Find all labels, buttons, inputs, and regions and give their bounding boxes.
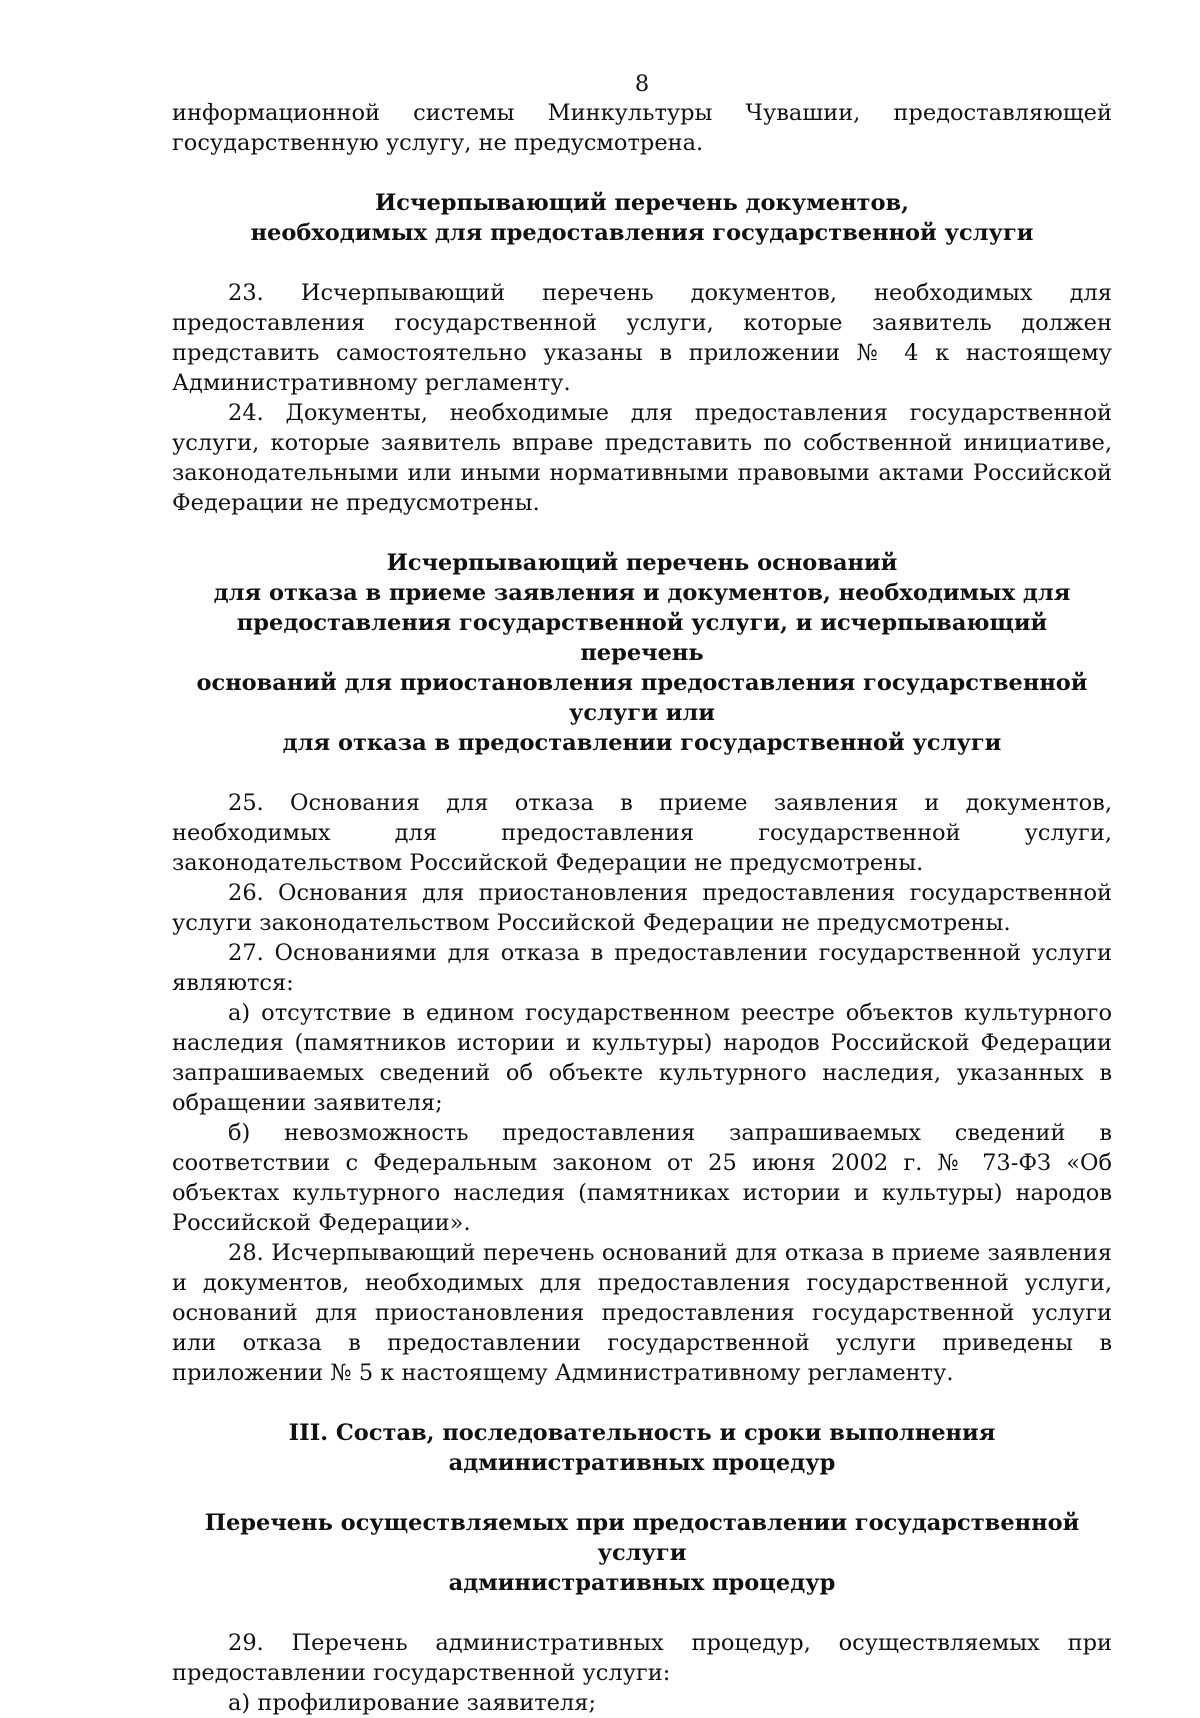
paragraph-24: 24. Документы, необходимые для предоставления государственной услуги, которые заявитель вправе представить по собственной инициативе, законодательными или иными нормативными правовыми актами Российской Федерации не предусмотрены. xyxy=(172,400,1112,516)
page-content xyxy=(172,70,1112,1718)
heading-line: предоставления государственной услуги, и исчерпывающий перечень xyxy=(236,610,1048,666)
heading-line: для отказа в предоставлении государственной услуги xyxy=(282,730,1002,756)
paragraph-27-b: б) невозможность предоставления запрашиваемых сведений в соответствии с Федеральным законом от 25 июня 2002 г. № 73-ФЗ «Об объектах культурного наследия (памятниках истории и культуры) народов Российской Федерации». xyxy=(172,1120,1112,1236)
section-heading-procedures xyxy=(172,1508,1112,1598)
heading-line: необходимых для предоставления государственной услуги xyxy=(250,220,1034,246)
heading-line: для отказа в приеме заявления и документов, необходимых для xyxy=(213,580,1071,606)
heading-line: Исчерпывающий перечень документов, xyxy=(375,190,909,216)
paragraph-29-a: а) профилирование заявителя; xyxy=(228,1690,597,1716)
paragraph-26: 26. Основания для приостановления предоставления государственной услуги законодательством Российской Федерации не предусмотрены. xyxy=(172,880,1112,936)
section-heading-refusal-grounds xyxy=(172,548,1112,758)
heading-line: III. Состав, последовательность и сроки выполнения xyxy=(288,1420,996,1446)
heading-line: административных процедур xyxy=(448,1450,836,1476)
heading-line: административных процедур xyxy=(448,1570,836,1596)
chapter-heading-iii xyxy=(172,1418,1112,1478)
heading-line: Перечень осуществляемых при предоставлении государственной услуги xyxy=(204,1510,1080,1566)
paragraph-27-a: а) отсутствие в едином государственном реестре объектов культурного наследия (памятников истории и культуры) народов Российской Федерации запрашиваемых сведений об объекте культурного наследия, указанных в обращении заявителя; xyxy=(172,1000,1112,1116)
heading-line: оснований для приостановления предоставления государственной услуги или xyxy=(196,670,1088,726)
paragraph-28: 28. Исчерпывающий перечень оснований для отказа в приеме заявления и документов, необходимых для предоставления государственной услуги, оснований для приостановления предоставления государственной услуги или отказа в предоставлении государственной услуги приведены в приложении № 5 к настоящему Административному регламенту. xyxy=(172,1240,1112,1386)
paragraph-27: 27. Основаниями для отказа в предоставлении государственной услуги являются: xyxy=(172,940,1112,996)
page-number: 8 xyxy=(634,71,650,97)
intro-paragraph: информационной системы Минкультуры Чувашии, предоставляющей государственную услугу, не предусмотрена. xyxy=(172,100,1112,156)
paragraph-23: 23. Исчерпывающий перечень документов, необходимых для предоставления государственной услуги, которые заявитель должен представить самостоятельно указаны в приложении № 4 к настоящему Административному регламенту. xyxy=(172,280,1112,396)
heading-line: Исчерпывающий перечень оснований xyxy=(386,550,898,576)
section-heading-documents xyxy=(172,188,1112,248)
paragraph-29: 29. Перечень административных процедур, осуществляемых при предоставлении государственной услуги: xyxy=(172,1630,1112,1686)
paragraph-25: 25. Основания для отказа в приеме заявления и документов, необходимых для предоставления государственной услуги, законодательством Российской Федерации не предусмотрены. xyxy=(172,790,1112,876)
